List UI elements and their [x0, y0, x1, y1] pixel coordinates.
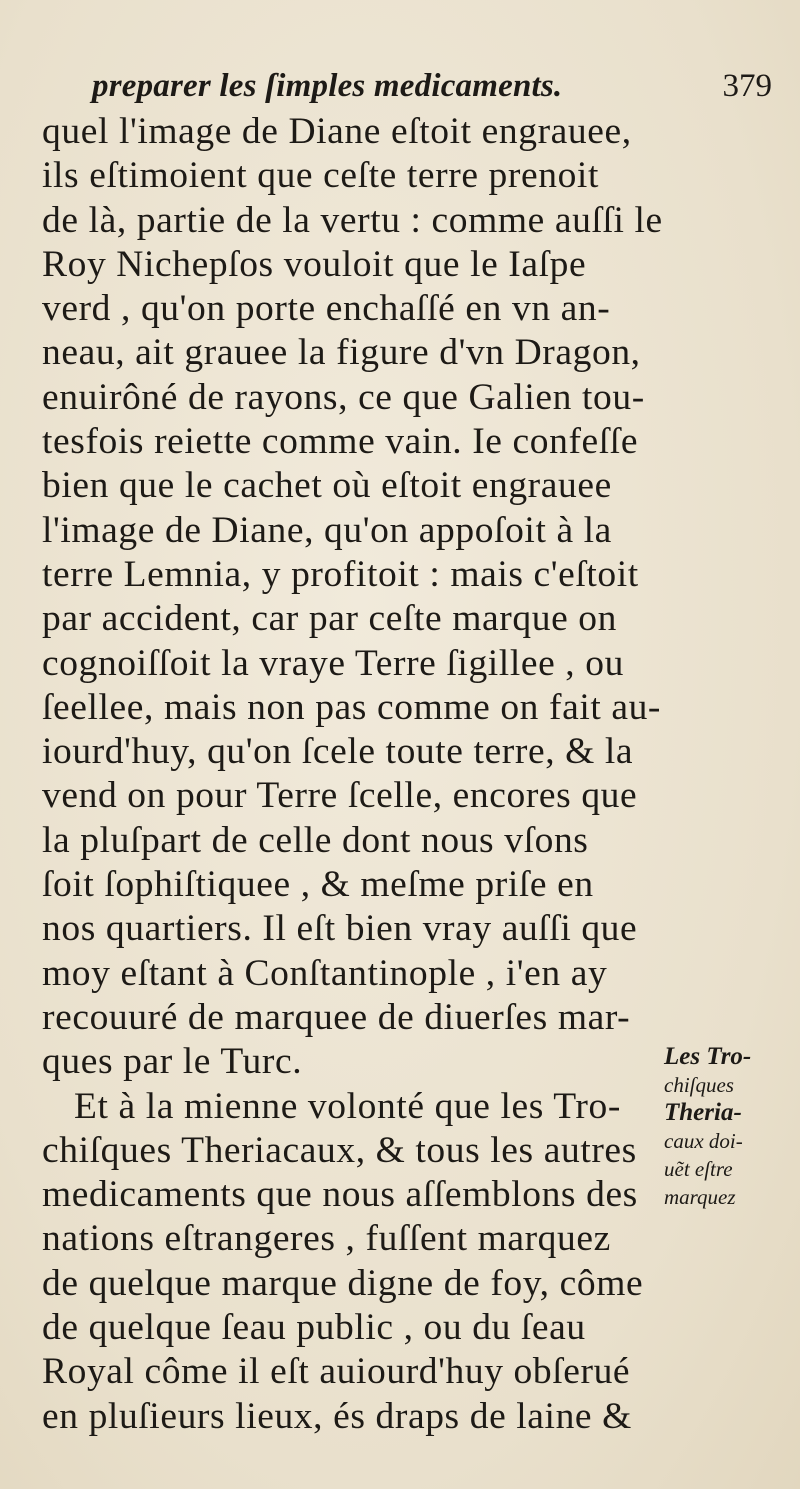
margin-note-line: caux doi-: [664, 1129, 743, 1153]
page-number: 379: [722, 68, 772, 104]
text-line: terre Lemnia, y profitoit : mais c'eſtoit: [42, 553, 639, 595]
text-line: verd , qu'on porte enchaſſé en vn an-: [42, 288, 611, 330]
text-line: de quelque ſeau public , ou du ſeau: [42, 1307, 586, 1349]
text-line: nos quartiers. Il eſt bien vray auſſi que: [42, 908, 638, 950]
margin-note-line: Les Tro-: [664, 1043, 752, 1070]
text-line: vend on pour Terre ſcelle, encores que: [42, 775, 638, 817]
text-line: medicaments que nous aſſemblons des: [42, 1174, 638, 1216]
text-line: la pluſpart de celle dont nous vſons: [42, 819, 589, 861]
text-line: cognoiſſoit la vraye Terre ſigillee , ou: [42, 642, 624, 684]
text-line: neau, ait grauee la figure d'vn Dragon,: [42, 332, 641, 374]
text-line: moy eſtant à Conſtantinople , i'en ay: [42, 952, 608, 994]
text-line: recouuré de marquee de diuerſes mar-: [42, 996, 631, 1038]
text-line: quel l'image de Diane eſtoit engrauee,: [42, 111, 632, 152]
text-line: l'image de Diane, qu'on appoſoit à la: [42, 509, 612, 551]
text-line: de là, partie de la vertu : comme auſſi le: [42, 199, 663, 241]
margin-note-line: chiſques: [664, 1073, 734, 1097]
running-head: [90, 66, 772, 110]
margin-note-line: uẽt eſtre: [664, 1157, 733, 1181]
running-title: preparer les ſimples medicaments.: [92, 68, 563, 104]
text-line: enuirôné de rayons, ce que Galien tou-: [42, 376, 645, 418]
text-line: ſeellee, mais non pas comme on fait au-: [42, 686, 662, 728]
margin-note-line: Theria-: [664, 1099, 742, 1126]
text-line: en pluſieurs lieux, és draps de laine &: [42, 1395, 632, 1437]
text-line: ils eſtimoient que ceſte terre prenoit: [42, 155, 599, 197]
text-line: iourd'huy, qu'on ſcele toute terre, & la: [42, 731, 634, 773]
text-line: tesfois reiette comme vain. Ie confeſſe: [42, 421, 639, 463]
text-line: ſoit ſophiſtiquee , & meſme priſe en: [42, 864, 594, 906]
margin-note-line: marquez: [664, 1185, 736, 1209]
text-line: chiſques Theriacaux, & tous les autres: [42, 1129, 637, 1171]
text-line: Roy Nichepſos vouloit que le Iaſpe: [42, 243, 587, 285]
body-text: [42, 110, 682, 1439]
text-line: bien que le cachet où eſtoit engrauee: [42, 465, 612, 507]
text-line: ques par le Turc.: [42, 1041, 303, 1083]
text-line: par accident, car par ceſte marque on: [42, 598, 617, 640]
paragraph-start-line: Et à la mienne volonté que les Tro-: [74, 1085, 621, 1127]
text-line: de quelque marque digne de foy, côme: [42, 1262, 644, 1304]
margin-note: [664, 1043, 796, 1211]
text-line: nations eſtrangeres , fuſſent marquez: [42, 1218, 611, 1260]
text-line: Royal côme il eſt auiourd'huy obſerué: [42, 1351, 631, 1393]
